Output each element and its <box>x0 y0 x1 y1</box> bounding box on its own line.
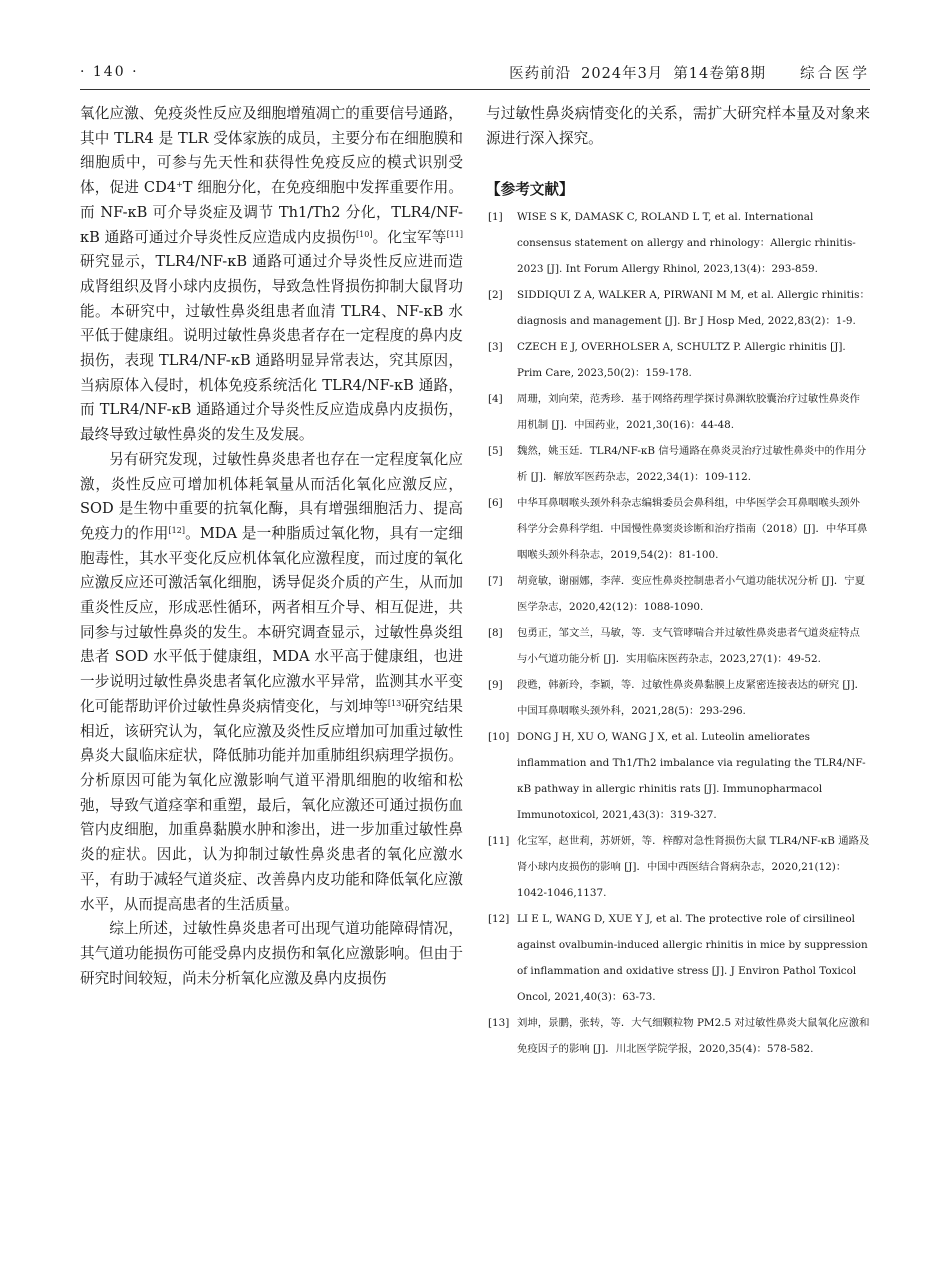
reference-item <box>486 438 870 490</box>
reference-number: [10] <box>488 731 510 744</box>
reference-item <box>486 204 870 282</box>
reference-item <box>486 568 870 620</box>
reference-number: [4] <box>488 393 503 406</box>
text-span: 研究显示，TLR4/NF-κB 通路可通过介导炎性反应进而造成肾组织及肾小球内皮损伤，导致急性肾损伤抑制大鼠肾功能。本研究中，过敏性鼻炎组患者血清 TLR4、NF-κB 水平低于健康组。说明过敏性鼻炎患者存在一定程度的鼻内皮损伤，表现 TLR4/NF-κB 通路明显异常表达，究其原因，当病原体入侵时，机体免疫系统活化 TLR4/NF-κB 通路，而 TLR4/NF-κB 通路通过介导炎性反应造成鼻内皮损伤，最终导致过敏性鼻炎的发生及发展。 <box>80 253 463 444</box>
reference-text: 魏然，姚玉廷．TLR4/NF-κB 信号通路在鼻炎灵治疗过敏性鼻炎中的作用分析 [J]．解放军医药杂志，2022,34(1)：109-112. <box>517 445 867 484</box>
reference-item <box>486 828 870 906</box>
reference-list <box>486 204 870 1062</box>
reference-text: 中华耳鼻咽喉头颈外科杂志编辑委员会鼻科组，中华医学会耳鼻咽喉头颈外科学分会鼻科学组．中国慢性鼻窦炎诊断和治疗指南（2018）[J]．中华耳鼻咽喉头颈外科杂志，2019,54(2)：81-100. <box>517 497 868 562</box>
reference-number: [7] <box>488 575 503 588</box>
reference-text: 化宝军，赵世莉，苏妍妍，等．梓醇对急性肾损伤大鼠 TLR4/NF-κB 通路及肾小球内皮损伤的影响 [J]．中国中西医结合肾病杂志，2020,21(12)：1042-1046,1137. <box>517 835 870 900</box>
reference-number: [13] <box>488 1017 510 1030</box>
reference-number: [5] <box>488 445 503 458</box>
header-rule <box>80 89 870 90</box>
reference-number: [1] <box>488 211 503 224</box>
reference-number: [3] <box>488 341 503 354</box>
reference-text: 周珊，刘向荣，范秀珍．基于网络药理学探讨鼻渊软胶囊治疗过敏性鼻炎作用机制 [J]．中国药业，2021,30(16)：44-48. <box>517 393 860 432</box>
body-paragraph-2 <box>80 448 463 917</box>
journal-name: 医药前沿 <box>509 66 572 82</box>
continuation-paragraph: 与过敏性鼻炎病情变化的关系，需扩大研究样本量及对象来源进行深入探究。 <box>486 105 870 147</box>
reference-item <box>486 282 870 334</box>
reference-item <box>486 620 870 672</box>
issue-date: 2024年3月 <box>581 66 664 82</box>
reference-item <box>486 386 870 438</box>
reference-text: 段甦，韩新玲，李颖，等．过敏性鼻炎鼻黏膜上皮紧密连接表达的研究 [J]．中国耳鼻咽喉头颈外科，2021,28(5)：293-296. <box>517 679 866 718</box>
text-span: T 细胞分化，在免疫细胞中发挥重要作用。而 NF-κB 可介导炎症及调节 Th1/Th2 分化，TLR4/NF-κB 通路可通过介导炎性反应造成内皮损伤 <box>80 179 464 246</box>
text-span: 另有研究发现，过敏性鼻炎患者也存在一定程度氧化应激，炎性反应可增加机体耗氧量从而活化氧化应激反应，SOD 是生物中重要的抗氧化酶，具有增强细胞活力、提高免疫力的作用 <box>80 450 463 542</box>
reference-text: 胡竟敏，谢丽娜，李萍．变应性鼻炎控制患者小气道功能状况分析 [J]．宁夏医学杂志，2020,42(12)：1088-1090. <box>517 575 866 614</box>
reference-item <box>486 334 870 386</box>
reference-number: [12] <box>488 913 510 926</box>
citation-marker: [13] <box>387 698 405 708</box>
citation-marker: [11] <box>446 229 463 239</box>
reference-item <box>486 906 870 1010</box>
body-paragraph-3: 综上所述，过敏性鼻炎患者可出现气道功能障碍情况，其气道功能损伤可能受鼻内皮损伤和氧化应激影响。但由于研究时间较短，尚未分析氧化应激及鼻内皮损伤 <box>80 920 463 987</box>
reference-number: [2] <box>488 289 503 302</box>
text-span: 研究结果相近，该研究认为，氧化应激及炎性反应增加可加重过敏性鼻炎大鼠临床症状，降低肺功能并加重肺组织病理学损伤。分析原因可能为氧化应激影响气道平滑肌细胞的收缩和松弛，导致气道痉挛和重塑，最后，氧化应激还可通过损伤血管内皮细胞，加重鼻黏膜水肿和渗出，进一步加重过敏性鼻炎的症状。因此，认为抑制过敏性鼻炎患者的氧化应激水平，有助于减轻气道炎症、改善鼻内皮功能和降低氧化应激水平，从而提高患者的生活质量。 <box>80 697 463 913</box>
reference-text: WISE S K, DAMASK C, ROLAND L T, et al. International consensus statement on allergy and rhinology：Allergic rhinitis-2023 [J]. Int Forum Allergy Rhinol, 2023,13(4)：293-859. <box>517 211 856 276</box>
reference-number: [11] <box>488 835 510 848</box>
text-span: 。化宝军等 <box>372 228 447 246</box>
superscript: + <box>176 180 183 190</box>
section-name: 综合医学 <box>800 66 870 82</box>
page-number: · 140 · <box>80 64 139 80</box>
citation-marker: [10] <box>356 229 373 239</box>
reference-text: LI E L, WANG D, XUE Y J, et al. The protective role of cirsilineol against ovalbumin-induced allergic rhinitis in mice by suppression of inflammation and oxidative stress [J]. J Environ Pathol Toxicol Oncol, 2021,40(3)：63-73. <box>517 913 868 1004</box>
volume-issue: 第14卷第8期 <box>673 66 766 82</box>
reference-text: DONG J H, XU O, WANG J X, et al. Luteolin ameliorates inflammation and Th1/Th2 imbalance via regulating the TLR4/NF-κB pathway in allergic rhinitis rats [J]. Immunopharmacol Immunotoxicol, 2021,43(3)：319-327. <box>517 731 866 822</box>
text-span: 氧化应激、免疫炎性反应及细胞增殖凋亡的重要信号通路，其中 TLR4 是 TLR 受体家族的成员，主要分布在细胞膜和细胞质中，可参与先天性和获得性免疫反应的模式识别受体，促进 CD4 <box>80 105 463 197</box>
reference-number: [9] <box>488 679 503 692</box>
reference-text: 包勇正，邹文兰，马敏，等．支气管哮喘合并过敏性鼻炎患者气道炎症特点与小气道功能分析 [J]．实用临床医药杂志，2023,27(1)：49-52. <box>517 627 860 666</box>
reference-text: 刘坤，景鹏，张转，等．大气细颗粒物 PM2.5 对过敏性鼻炎大鼠氧化应激和免疫因子的影响 [J]．川北医学院学报，2020,35(4)：578-582. <box>517 1017 870 1056</box>
reference-item <box>486 1010 870 1062</box>
reference-item <box>486 672 870 724</box>
reference-number: [6] <box>488 497 503 510</box>
text-span: 。MDA 是一种脂质过氧化物，具有一定细胞毒性，其水平变化反应机体氧化应激程度，而过度的氧化应激反应还可激活氧化细胞，诱导促炎介质的产生，从而加重炎性反应，形成恶性循环，两者相互介导、相互促进，共同参与过敏性鼻炎的发生。本研究调查显示，过敏性鼻炎组患者 SOD 水平低于健康组，MDA 水平高于健康组，也进一步说明过敏性鼻炎患者氧化应激水平异常，监测其水平变化可能帮助评价过敏性鼻炎病情变化，与刘坤等 <box>80 524 463 715</box>
journal-info <box>499 62 870 83</box>
page-header <box>80 62 870 86</box>
body-paragraph-1 <box>80 102 463 448</box>
reference-number: [8] <box>488 627 503 640</box>
reference-item <box>486 724 870 828</box>
reference-text: CZECH E J, OVERHOLSER A, SCHULTZ P. Allergic rhinitis [J]. Prim Care, 2023,50(2)：159-178. <box>517 341 846 380</box>
citation-marker: [12] <box>168 525 185 535</box>
right-column <box>486 102 870 1062</box>
reference-item <box>486 490 870 568</box>
reference-text: SIDDIQUI Z A, WALKER A, PIRWANI M M, et al. Allergic rhinitis：diagnosis and management [J]. Br J Hosp Med, 2022,83(2)：1-9. <box>517 289 870 328</box>
references-heading: 【参考文献】 <box>486 181 574 199</box>
left-column <box>80 102 463 991</box>
